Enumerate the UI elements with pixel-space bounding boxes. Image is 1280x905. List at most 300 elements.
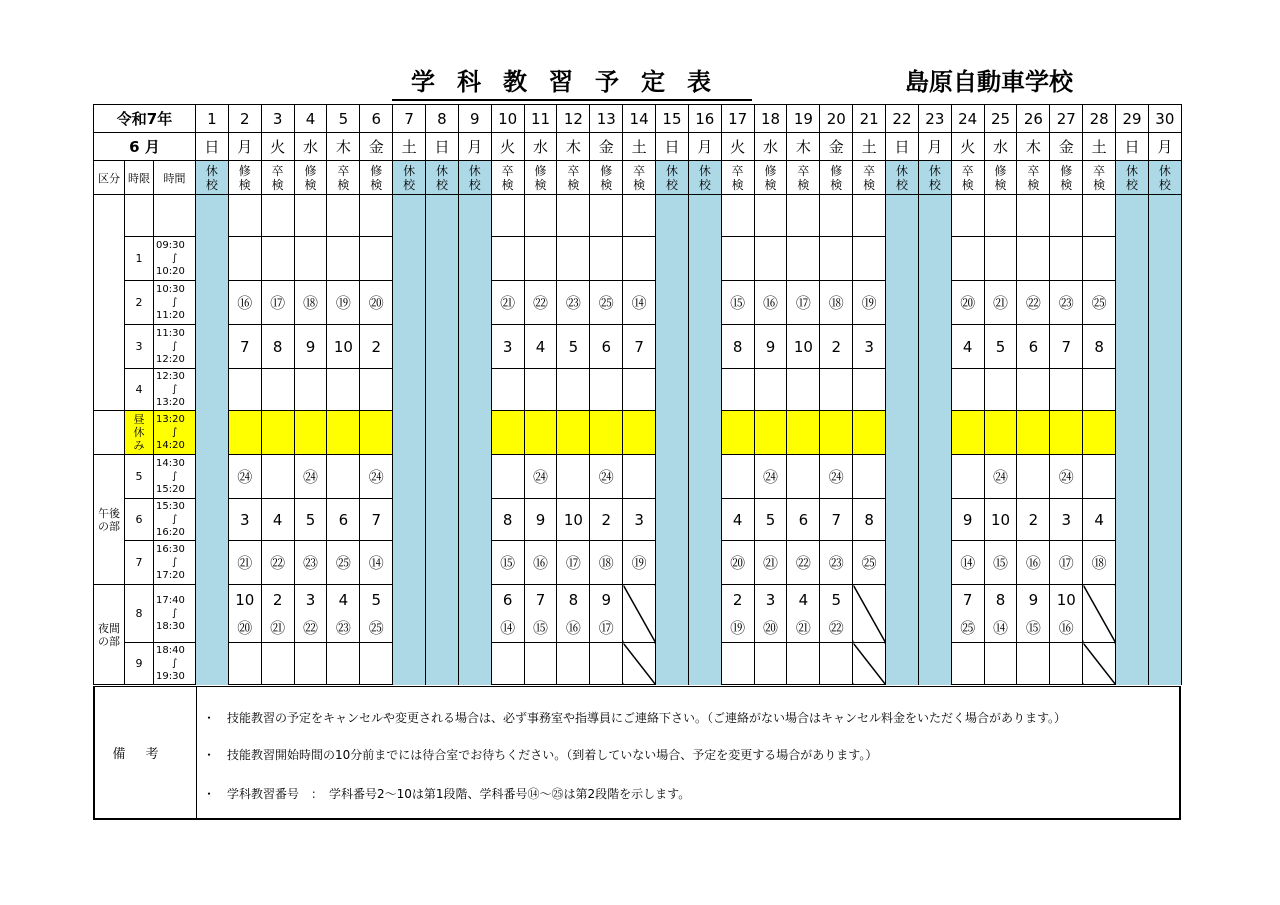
schedule-cell xyxy=(426,643,459,685)
schedule-cell xyxy=(1116,195,1149,237)
period-number: 3 xyxy=(125,325,154,369)
schedule-cell xyxy=(228,369,261,411)
kubun-header: 区分 xyxy=(94,161,125,195)
time-start: 17:40 xyxy=(156,595,185,606)
day-number: 12 xyxy=(557,105,590,133)
schedule-cell xyxy=(688,195,721,237)
day-kind-bottom: 校 xyxy=(698,177,711,192)
schedule-cell: 9 xyxy=(524,499,557,541)
schedule-cell xyxy=(721,585,754,643)
schedule-cell xyxy=(524,411,557,455)
schedule-cell xyxy=(688,541,721,585)
schedule-cell: ⑳ xyxy=(951,281,984,325)
time-end: 13:20 xyxy=(156,397,185,408)
lecture-number: 5 xyxy=(371,590,381,609)
weekday: 日 xyxy=(886,133,919,161)
weekday: 土 xyxy=(1083,133,1116,161)
day-kind-top: 修 xyxy=(534,163,547,178)
schedule-cell: ㉔ xyxy=(524,455,557,499)
schedule-cell xyxy=(984,411,1017,455)
day-kind-bottom: 校 xyxy=(1125,177,1138,192)
day-number: 29 xyxy=(1116,105,1149,133)
schedule-cell: ⑯ xyxy=(754,281,787,325)
schedule-cell xyxy=(1083,643,1116,685)
weekday: 金 xyxy=(590,133,623,161)
day-number: 14 xyxy=(623,105,656,133)
day-number: 8 xyxy=(426,105,459,133)
schedule-cell xyxy=(196,499,229,541)
schedule-cell xyxy=(787,369,820,411)
schedule-cell xyxy=(820,585,853,643)
day-kind-bottom: 検 xyxy=(501,177,514,192)
schedule-cell xyxy=(261,411,294,455)
schedule-cell xyxy=(393,643,426,685)
schedule-cell xyxy=(426,237,459,281)
schedule-cell xyxy=(721,411,754,455)
period-number: 5 xyxy=(125,455,154,499)
schedule-cell xyxy=(656,411,689,455)
schedule-cell xyxy=(1116,237,1149,281)
time-separator: ∫ xyxy=(172,658,178,669)
time-separator: ∫ xyxy=(172,341,178,352)
schedule-cell: ⑰ xyxy=(261,281,294,325)
schedule-cell xyxy=(1083,411,1116,455)
day-kind xyxy=(984,161,1017,195)
lecture-number: 4 xyxy=(338,590,349,609)
schedule-cell: ㉔ xyxy=(590,455,623,499)
lecture-number: 10 xyxy=(235,590,255,609)
schedule-cell xyxy=(886,643,919,685)
lecture-number: ㉕ xyxy=(368,618,384,637)
schedule-cell xyxy=(557,643,590,685)
schedule-cell xyxy=(393,411,426,455)
schedule-cell xyxy=(1148,195,1181,237)
schedule-cell xyxy=(196,541,229,585)
schedule-cell: ㉑ xyxy=(491,281,524,325)
schedule-cell: ⑮ xyxy=(721,281,754,325)
schedule-cell xyxy=(754,369,787,411)
schedule-cell xyxy=(656,585,689,643)
day-kind-bottom: 検 xyxy=(1027,177,1040,192)
lecture-number: ⑲ xyxy=(730,618,746,637)
day-number: 21 xyxy=(853,105,886,133)
schedule-cell xyxy=(886,195,919,237)
schedule-cell: ㉑ xyxy=(984,281,1017,325)
schedule-cell xyxy=(886,499,919,541)
schedule-cell xyxy=(1148,281,1181,325)
day-kind xyxy=(623,161,656,195)
schedule-cell xyxy=(656,325,689,369)
schedule-cell xyxy=(426,369,459,411)
day-kind-top: 休 xyxy=(1158,163,1171,178)
schedule-cell: ㉔ xyxy=(294,455,327,499)
schedule-cell: ⑯ xyxy=(524,541,557,585)
lecture-number: 3 xyxy=(765,590,776,609)
day-kind-top: 修 xyxy=(830,163,843,178)
day-number: 18 xyxy=(754,105,787,133)
schedule-cell xyxy=(228,643,261,685)
schedule-cell xyxy=(393,455,426,499)
day-number: 15 xyxy=(656,105,689,133)
lunch-label xyxy=(125,411,154,455)
lecture-number: ㉓ xyxy=(335,618,351,637)
time-start: 16:30 xyxy=(156,544,185,555)
schedule-cell xyxy=(228,585,261,643)
schedule-cell xyxy=(1050,237,1083,281)
schedule-cell: ㉕ xyxy=(590,281,623,325)
schedule-cell xyxy=(984,369,1017,411)
era-year: 令和7年 xyxy=(94,105,196,133)
schedule-cell: ㉒ xyxy=(787,541,820,585)
period-number: 2 xyxy=(125,281,154,325)
schedule-cell: 10 xyxy=(327,325,360,369)
schedule-cell: 5 xyxy=(984,325,1017,369)
schedule-cell xyxy=(853,585,886,643)
day-kind-top: 修 xyxy=(238,163,251,178)
schedule-cell xyxy=(656,643,689,685)
time-end: 16:20 xyxy=(156,527,185,538)
schedule-cell xyxy=(886,411,919,455)
period-number: 1 xyxy=(125,237,154,281)
day-number: 5 xyxy=(327,105,360,133)
day-kind-top: 休 xyxy=(928,163,941,178)
schedule-cell xyxy=(656,369,689,411)
schedule-cell: 5 xyxy=(754,499,787,541)
schedule-cell: ㉑ xyxy=(754,541,787,585)
schedule-cell xyxy=(1148,325,1181,369)
day-kind-bottom: 校 xyxy=(665,177,678,192)
schedule-cell xyxy=(1017,643,1050,685)
schedule-cell xyxy=(951,195,984,237)
time-separator: ∫ xyxy=(172,471,178,482)
schedule-cell xyxy=(261,585,294,643)
weekday: 月 xyxy=(458,133,491,161)
day-kind xyxy=(294,161,327,195)
day-kind xyxy=(688,161,721,195)
schedule-cell: ⑮ xyxy=(984,541,1017,585)
schedule-cell xyxy=(721,369,754,411)
time-end: 19:30 xyxy=(156,671,185,682)
schedule-cell xyxy=(228,195,261,237)
schedule-cell xyxy=(294,585,327,643)
schedule-cell xyxy=(1116,643,1149,685)
schedule-cell xyxy=(426,411,459,455)
day-number: 26 xyxy=(1017,105,1050,133)
day-kind-top: 休 xyxy=(895,163,908,178)
day-number: 13 xyxy=(590,105,623,133)
schedule-cell xyxy=(228,237,261,281)
schedule-cell xyxy=(918,369,951,411)
time-start: 13:20 xyxy=(156,414,185,425)
weekday: 土 xyxy=(853,133,886,161)
schedule-cell xyxy=(1148,369,1181,411)
schedule-cell xyxy=(1116,411,1149,455)
schedule-cell xyxy=(787,455,820,499)
day-kind xyxy=(754,161,787,195)
schedule-cell xyxy=(787,585,820,643)
period-time xyxy=(154,541,196,585)
schedule-cell xyxy=(1017,585,1050,643)
time-separator: ∫ xyxy=(172,514,178,525)
time-separator: ∫ xyxy=(172,427,178,438)
schedule-cell xyxy=(1148,455,1181,499)
day-number: 9 xyxy=(458,105,491,133)
schedule-cell xyxy=(1083,585,1116,643)
time-separator: ∫ xyxy=(172,557,178,568)
period-number: 9 xyxy=(125,643,154,685)
schedule-cell xyxy=(623,195,656,237)
day-number: 23 xyxy=(918,105,951,133)
schedule-cell xyxy=(688,499,721,541)
schedule-cell xyxy=(886,455,919,499)
schedule-cell xyxy=(458,195,491,237)
schedule-cell xyxy=(1050,411,1083,455)
schedule-cell xyxy=(458,281,491,325)
schedule-cell xyxy=(754,195,787,237)
schedule-cell xyxy=(1148,643,1181,685)
time-start: 15:30 xyxy=(156,501,185,512)
schedule-cell xyxy=(688,643,721,685)
schedule-cell: ㉔ xyxy=(228,455,261,499)
schedule-cell xyxy=(886,541,919,585)
schedule-cell: 8 xyxy=(491,499,524,541)
time-start: 10:30 xyxy=(156,284,185,295)
day-kind-top: 修 xyxy=(764,163,777,178)
schedule-cell xyxy=(491,195,524,237)
weekday: 金 xyxy=(360,133,393,161)
schedule-cell xyxy=(491,455,524,499)
schedule-cell xyxy=(228,411,261,455)
day-kind xyxy=(1083,161,1116,195)
schedule-cell: 2 xyxy=(360,325,393,369)
schedule-cell: 7 xyxy=(623,325,656,369)
day-kind xyxy=(1148,161,1181,195)
schedule-cell xyxy=(557,369,590,411)
day-kind-top: 休 xyxy=(468,163,481,178)
time-end: 14:20 xyxy=(156,440,185,451)
schedule-cell xyxy=(886,281,919,325)
schedule-cell xyxy=(918,499,951,541)
day-kind xyxy=(393,161,426,195)
schedule-cell xyxy=(557,411,590,455)
schedule-cell: 10 xyxy=(557,499,590,541)
schedule-cell xyxy=(590,195,623,237)
lecture-number: ⑯ xyxy=(1058,618,1074,637)
lecture-number: 3 xyxy=(305,590,316,609)
schedule-cell xyxy=(1017,455,1050,499)
schedule-cell xyxy=(294,369,327,411)
day-kind-bottom: 検 xyxy=(1060,177,1073,192)
schedule-cell xyxy=(590,369,623,411)
schedule-cell xyxy=(951,411,984,455)
day-kind-top: 卒 xyxy=(797,163,810,178)
note-arrival: ・ 技能教習開始時間の10分前までには待合室でお待ちください。（到着していない場合、予定を変更する場合があります。） xyxy=(203,748,878,762)
lecture-number: ⑭ xyxy=(500,618,516,637)
day-kind-bottom: 検 xyxy=(1093,177,1106,192)
schedule-cell xyxy=(853,237,886,281)
day-kind-bottom: 校 xyxy=(403,177,416,192)
schedule-cell: 4 xyxy=(1083,499,1116,541)
day-number: 11 xyxy=(524,105,557,133)
schedule-cell xyxy=(1116,541,1149,585)
day-kind-bottom: 検 xyxy=(633,177,646,192)
schedule-cell xyxy=(688,237,721,281)
schedule-cell xyxy=(886,237,919,281)
page-title: 学科教習予定表 xyxy=(392,62,752,101)
schedule-cell xyxy=(458,455,491,499)
schedule-cell: 6 xyxy=(787,499,820,541)
lunch-char: み xyxy=(133,439,145,452)
day-kind xyxy=(524,161,557,195)
schedule-cell xyxy=(458,369,491,411)
schedule-cell xyxy=(426,499,459,541)
schedule-cell xyxy=(590,643,623,685)
schedule-cell xyxy=(261,195,294,237)
day-kind-top: 卒 xyxy=(1093,163,1106,178)
lecture-number: 9 xyxy=(601,590,612,609)
schedule-cell xyxy=(1083,455,1116,499)
schedule-cell xyxy=(1050,585,1083,643)
schedule-cell: 4 xyxy=(721,499,754,541)
weekday: 木 xyxy=(787,133,820,161)
schedule-cell xyxy=(853,455,886,499)
schedule-cell: ⑯ xyxy=(228,281,261,325)
schedule-cell xyxy=(393,541,426,585)
schedule-cell: 9 xyxy=(951,499,984,541)
schedule-cell: 7 xyxy=(820,499,853,541)
schedule-cell xyxy=(458,541,491,585)
period-time xyxy=(154,369,196,411)
schedule-cell xyxy=(984,585,1017,643)
schedule-cell xyxy=(261,455,294,499)
schedule-cell xyxy=(787,643,820,685)
weekday: 火 xyxy=(951,133,984,161)
lecture-number: ⑯ xyxy=(565,618,581,637)
lecture-number: 5 xyxy=(831,590,842,609)
schedule-cell: ⑰ xyxy=(557,541,590,585)
weekday: 日 xyxy=(426,133,459,161)
weekday: 水 xyxy=(754,133,787,161)
day-kind xyxy=(491,161,524,195)
lecture-number: ⑮ xyxy=(533,618,549,637)
schedule-cell xyxy=(1116,499,1149,541)
day-kind-top: 卒 xyxy=(271,163,284,178)
day-number: 20 xyxy=(820,105,853,133)
schedule-cell: ⑱ xyxy=(820,281,853,325)
day-kind xyxy=(787,161,820,195)
schedule-cell xyxy=(853,643,886,685)
day-kind-bottom: 検 xyxy=(600,177,613,192)
weekday: 月 xyxy=(688,133,721,161)
weekday: 水 xyxy=(294,133,327,161)
schedule-cell xyxy=(721,195,754,237)
schedule-cell: 7 xyxy=(1050,325,1083,369)
schedule-cell xyxy=(623,411,656,455)
schedule-cell xyxy=(754,585,787,643)
schedule-cell xyxy=(426,455,459,499)
schedule-cell xyxy=(458,585,491,643)
schedule-cell xyxy=(196,411,229,455)
schedule-cell xyxy=(590,411,623,455)
schedule-cell: ⑯ xyxy=(1017,541,1050,585)
lecture-number: 9 xyxy=(1028,590,1039,609)
schedule-cell xyxy=(787,195,820,237)
day-kind xyxy=(261,161,294,195)
schedule-cell: 5 xyxy=(294,499,327,541)
section-afternoon: 午後の部 xyxy=(94,455,125,585)
schedule-cell xyxy=(853,411,886,455)
schedule-cell xyxy=(951,643,984,685)
schedule-cell xyxy=(820,237,853,281)
schedule-cell: ⑱ xyxy=(294,281,327,325)
day-kind-bottom: 検 xyxy=(370,177,383,192)
schedule-cell xyxy=(656,195,689,237)
time-separator: ∫ xyxy=(172,297,178,308)
day-number: 24 xyxy=(951,105,984,133)
schedule-cell xyxy=(196,643,229,685)
schedule-cell xyxy=(524,585,557,643)
lecture-number: ⑳ xyxy=(763,618,779,637)
schedule-cell: 3 xyxy=(491,325,524,369)
schedule-cell xyxy=(196,237,229,281)
month-label: 6 月 xyxy=(94,133,196,161)
time-separator: ∫ xyxy=(172,253,178,264)
schedule-cell xyxy=(721,455,754,499)
schedule-cell xyxy=(820,643,853,685)
schedule-cell: ⑳ xyxy=(721,541,754,585)
schedule-cell: 8 xyxy=(261,325,294,369)
lunch-char: 休 xyxy=(133,426,145,439)
day-kind-bottom: 検 xyxy=(337,177,350,192)
lecture-number: ㉕ xyxy=(960,618,976,637)
schedule-cell: ㉓ xyxy=(557,281,590,325)
day-kind xyxy=(820,161,853,195)
schedule-cell: ⑮ xyxy=(491,541,524,585)
schedule-cell: ㉔ xyxy=(820,455,853,499)
schedule-cell xyxy=(393,369,426,411)
schedule-cell: ㉔ xyxy=(1050,455,1083,499)
schedule-cell: ⑭ xyxy=(951,541,984,585)
time-end: 15:20 xyxy=(156,484,185,495)
schedule-cell xyxy=(623,585,656,643)
schedule-cell xyxy=(426,325,459,369)
schedule-cell xyxy=(524,195,557,237)
schedule-cell xyxy=(491,643,524,685)
day-number: 16 xyxy=(688,105,721,133)
schedule-cell xyxy=(1116,325,1149,369)
day-kind xyxy=(951,161,984,195)
weekday: 日 xyxy=(1116,133,1149,161)
schedule-cell xyxy=(327,369,360,411)
time-end: 12:20 xyxy=(156,354,185,365)
schedule-cell: 7 xyxy=(228,325,261,369)
schedule-cell xyxy=(491,585,524,643)
schedule-cell xyxy=(1148,541,1181,585)
schedule-cell: ⑲ xyxy=(853,281,886,325)
schedule-cell: ㉕ xyxy=(327,541,360,585)
day-number: 7 xyxy=(393,105,426,133)
schedule-cell xyxy=(196,369,229,411)
day-kind xyxy=(1050,161,1083,195)
schedule-cell xyxy=(327,411,360,455)
day-kind-bottom: 検 xyxy=(994,177,1007,192)
schedule-cell xyxy=(623,643,656,685)
schedule-cell xyxy=(688,325,721,369)
schedule-cell xyxy=(951,585,984,643)
schedule-cell xyxy=(918,585,951,643)
schedule-cell xyxy=(491,369,524,411)
schedule-cell xyxy=(524,369,557,411)
